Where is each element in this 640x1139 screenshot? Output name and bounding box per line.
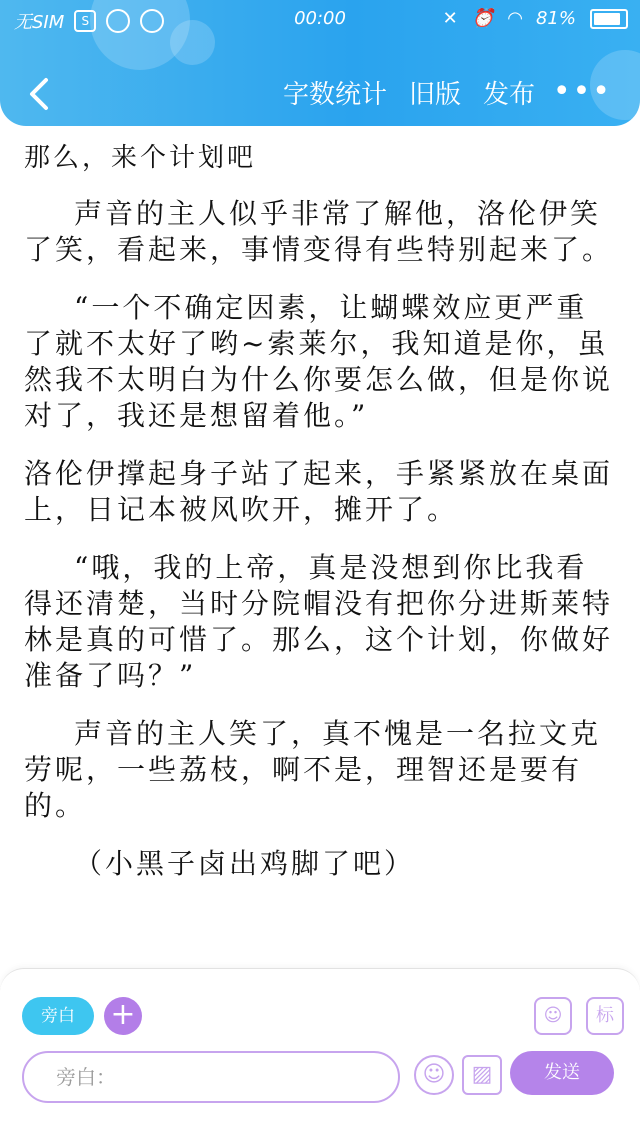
word-count-button[interactable]: 字数统计 xyxy=(282,80,387,110)
paragraph: 洛伦伊撑起身子站了起来，手紧紧放在桌面上，日记本被风吹开，摊开了。 xyxy=(24,457,614,526)
sim-status: 无SIM xyxy=(14,12,65,33)
paragraph: 声音的主人笑了，真不愧是一名拉文克劳呢，一些荔枝，啊不是，理智还是要有的。 xyxy=(24,717,602,822)
message-input[interactable]: 旁白： xyxy=(22,1051,400,1103)
send-button[interactable]: 发送 xyxy=(510,1051,614,1095)
status-time: 00:00 xyxy=(294,8,346,29)
mute-icon: ✕ xyxy=(442,8,458,29)
paragraph: 声音的主人似乎非常了解他，洛伦伊笑了笑，看起来，事情变得有些特别起来了。 xyxy=(24,197,614,266)
story-content xyxy=(24,142,614,904)
wifi-icon: ◠ xyxy=(508,8,522,29)
image-icon[interactable]: ▨ xyxy=(462,1055,502,1095)
battery-icon xyxy=(590,9,628,29)
app-header xyxy=(0,0,640,126)
paragraph: “哦，我的上帝，真是没想到你比我看得还清楚，当时分院帽没有把你分进斯莱特林是真的可惜了。那么，这个计划，你做好准备了吗？” xyxy=(24,551,614,692)
nav-bar xyxy=(0,68,640,116)
narration-tag[interactable]: 旁白 xyxy=(22,997,94,1035)
battery-percent: 81% xyxy=(535,8,576,29)
old-version-button[interactable]: 旧版 xyxy=(408,80,461,110)
back-arrow-icon[interactable] xyxy=(24,76,54,112)
tag-icon[interactable]: 标 xyxy=(586,997,624,1035)
compose-panel xyxy=(0,968,640,1139)
paragraph: “一个不确定因素，让蝴蝶效应更严重了就不太好了哟~索莱尔，我知道是你，虽然我不太明白为什么你要怎么做，但是你说对了，我还是想留着他。” xyxy=(24,291,614,432)
emoji-icon[interactable]: ☺ xyxy=(414,1055,454,1095)
status-bar xyxy=(0,8,640,34)
add-role-button[interactable]: + xyxy=(104,997,142,1035)
person-icon[interactable]: ☺ xyxy=(534,997,572,1035)
publish-button[interactable]: 发布 xyxy=(482,80,535,110)
paragraph: （小黑子卤出鸡脚了吧） xyxy=(74,847,416,880)
s-app-icon: S xyxy=(74,10,96,32)
more-menu-icon[interactable]: ••• xyxy=(552,74,612,109)
opening-line: 那么，来个计划吧 xyxy=(24,143,257,173)
alarm-icon: ⏰ xyxy=(471,8,495,29)
